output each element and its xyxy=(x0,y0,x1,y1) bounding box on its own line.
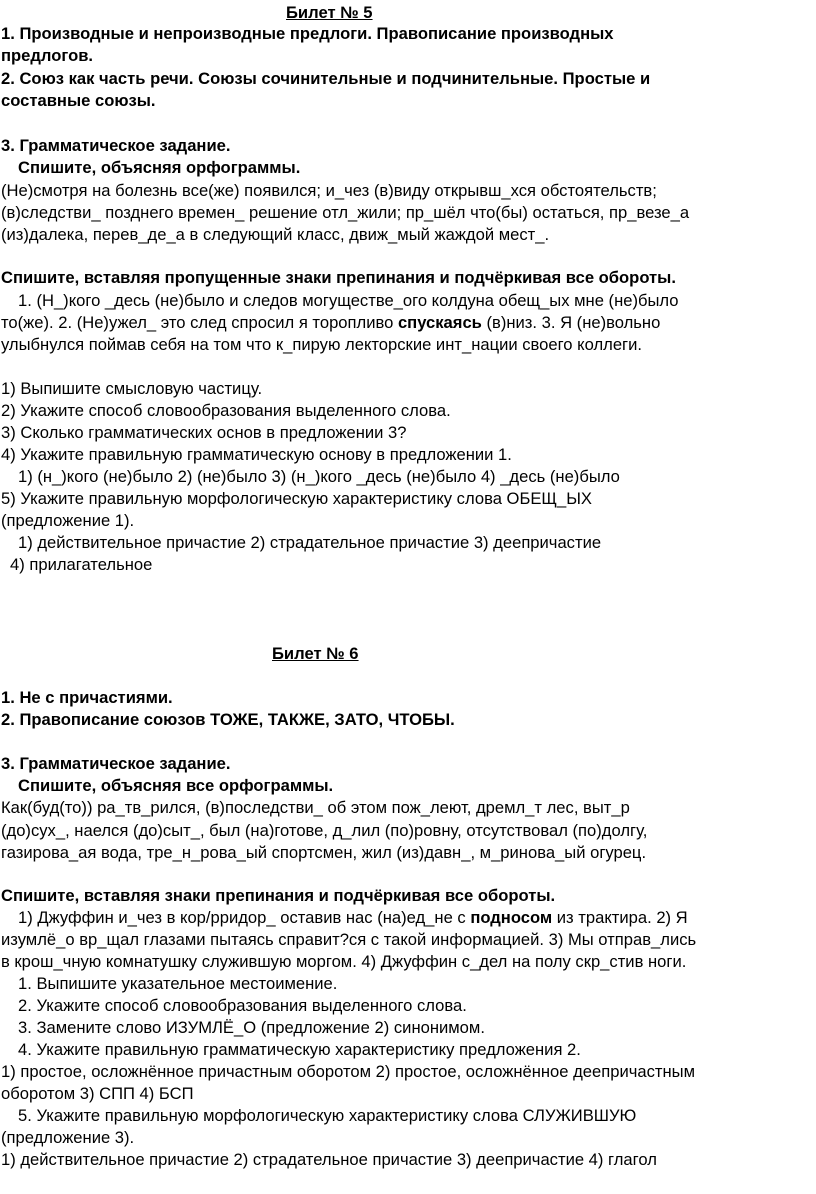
ticket-6-task-2-line xyxy=(18,907,688,929)
ticket-6-answer-options: оборотом 3) СПП 4) БСП xyxy=(1,1084,194,1103)
ticket-6-task-1-line: газирова_ая вода, тре_н_рова_ый спортсмен, жил (из)давн_, м_ринова_ый огурец. xyxy=(1,843,647,862)
text-run: 1) Джуффин и_чез в кор/рридор_ оставив нас (на)ед_не с xyxy=(18,908,471,927)
ticket-5-question-item: 2) Укажите способ словообразования выделенного слова. xyxy=(1,401,451,420)
highlighted-word: спускаясь xyxy=(397,313,482,332)
ticket-5-answer-options: 1) (н_)кого (не)было 2) (не)было 3) (н_)кого _десь (не)было 4) _десь (не)было xyxy=(18,467,620,486)
ticket-5-question-1: 1. Производные и непроизводные предлоги. Правописание производных xyxy=(1,24,614,43)
ticket-5-title: Билет № 5 xyxy=(286,3,373,22)
ticket-5-question-item: (предложение 1). xyxy=(1,511,135,530)
ticket-5-question-item: 1) Выпишите смысловую частицу. xyxy=(1,379,263,398)
ticket-5-question-item: 4) Укажите правильную грамматическую основу в предложении 1. xyxy=(1,445,512,464)
ticket-6-question-item: (предложение 3). xyxy=(1,1128,135,1147)
ticket-5-task-1-heading: Спишите, объясняя орфограммы. xyxy=(18,158,301,177)
ticket-6-answer-options: 1) простое, осложнённое причастным оборотом 2) простое, осложнённое деепричастным xyxy=(1,1062,696,1081)
ticket-5-task-2-line: улыбнулся поймав себя на том что к_пирую лекторские инт_нации своего коллеги. xyxy=(1,335,642,354)
ticket-5-answer-options: 1) действительное причастие 2) страдательное причастие 3) деепричастие xyxy=(18,533,602,552)
ticket-6-question-1: 1. Не с причастиями. xyxy=(1,688,173,707)
ticket-5-question-item: 3) Сколько грамматических основ в предложении 3? xyxy=(1,423,407,442)
ticket-6-title: Билет № 6 xyxy=(272,644,359,663)
ticket-6-question-2: 2. Правописание союзов ТОЖЕ, ТАКЖЕ, ЗАТО, ЧТОБЫ. xyxy=(1,710,455,729)
ticket-5-question-2: 2. Союз как часть речи. Союзы сочинительные и подчинительные. Простые и xyxy=(1,69,651,88)
ticket-6-task-2-line: в крош_чную комнатушку служившую моргом. 4) Джуффин с_дел на полу скр_стив ноги. xyxy=(1,952,687,971)
ticket-6-question-item: 1. Выпишите указательное местоимение. xyxy=(18,974,338,993)
ticket-6-question-item: 5. Укажите правильную морфологическую характеристику слова СЛУЖИВШУЮ xyxy=(18,1106,637,1125)
ticket-5-answer-options: 4) прилагательное xyxy=(10,555,153,574)
ticket-5-task-2-heading: Спишите, вставляя пропущенные знаки препинания и подчёркивая все обороты. xyxy=(1,268,676,287)
ticket-6-task-2-line: изумлё_о вр_щал глазами пытаясь справит?ся с такой информацией. 3) Мы отправ_лись xyxy=(1,930,697,949)
text-run: то(же). 2. (Не)ужел_ это след спросил я торопливо xyxy=(1,313,398,332)
ticket-6-task-1-line: (до)сух_, наелся (до)сыт_, был (на)готове, д_лил (по)ровну, отсутствовал (по)долгу, xyxy=(1,821,648,840)
ticket-6-question-item: 3. Замените слово ИЗУМЛЁ_О (предложение 2) синонимом. xyxy=(18,1018,485,1037)
ticket-6-question-item: 4. Укажите правильную грамматическую характеристику предложения 2. xyxy=(18,1040,581,1059)
ticket-5-question-item: 5) Укажите правильную морфологическую характеристику слова ОБЕЩ_ЫХ xyxy=(1,489,592,508)
highlighted-word: подносом xyxy=(470,908,553,927)
ticket-6-task-2-heading: Спишите, вставляя знаки препинания и подчёркивая все обороты. xyxy=(1,886,556,905)
ticket-5-task-2-line: 1. (Н_)кого _десь (не)было и следов могуществе_ого колдуна обещ_ых мне (не)было xyxy=(18,291,679,310)
text-run: из трактира. 2) Я xyxy=(552,908,688,927)
ticket-5-question-1-cont: предлогов. xyxy=(1,46,94,65)
ticket-6-question-3: 3. Грамматическое задание. xyxy=(1,754,231,773)
text-run: (в)низ. 3. Я (не)вольно xyxy=(481,313,661,332)
ticket-5-question-3: 3. Грамматическое задание. xyxy=(1,136,231,155)
ticket-6-task-1-line: Как(буд(то)) ра_тв_рился, (в)последстви_ об этом пож_леют, дремл_т лес, выт_р xyxy=(1,798,630,817)
ticket-6-question-item: 2. Укажите способ словообразования выделенного слова. xyxy=(18,996,467,1015)
ticket-5-task-1-line: (в)следстви_ позднего времен_ решение отл_жили; пр_шёл что(бы) остаться, пр_везе_а xyxy=(1,203,690,222)
ticket-5-task-2-line xyxy=(1,312,660,334)
ticket-6-answer-options: 1) действительное причастие 2) страдательное причастие 3) деепричастие 4) глагол xyxy=(1,1150,657,1169)
ticket-5-task-1-line: (из)далека, перев_де_а в следующий класс, движ_мый жаждой мест_. xyxy=(1,225,550,244)
ticket-5-task-1-line: (Не)смотря на болезнь все(же) появился; и_чез (в)виду открывш_хся обстоятельств; xyxy=(1,181,657,200)
ticket-5-question-2-cont: составные союзы. xyxy=(1,91,156,110)
ticket-6-task-1-heading: Спишите, объясняя все орфограммы. xyxy=(18,776,334,795)
